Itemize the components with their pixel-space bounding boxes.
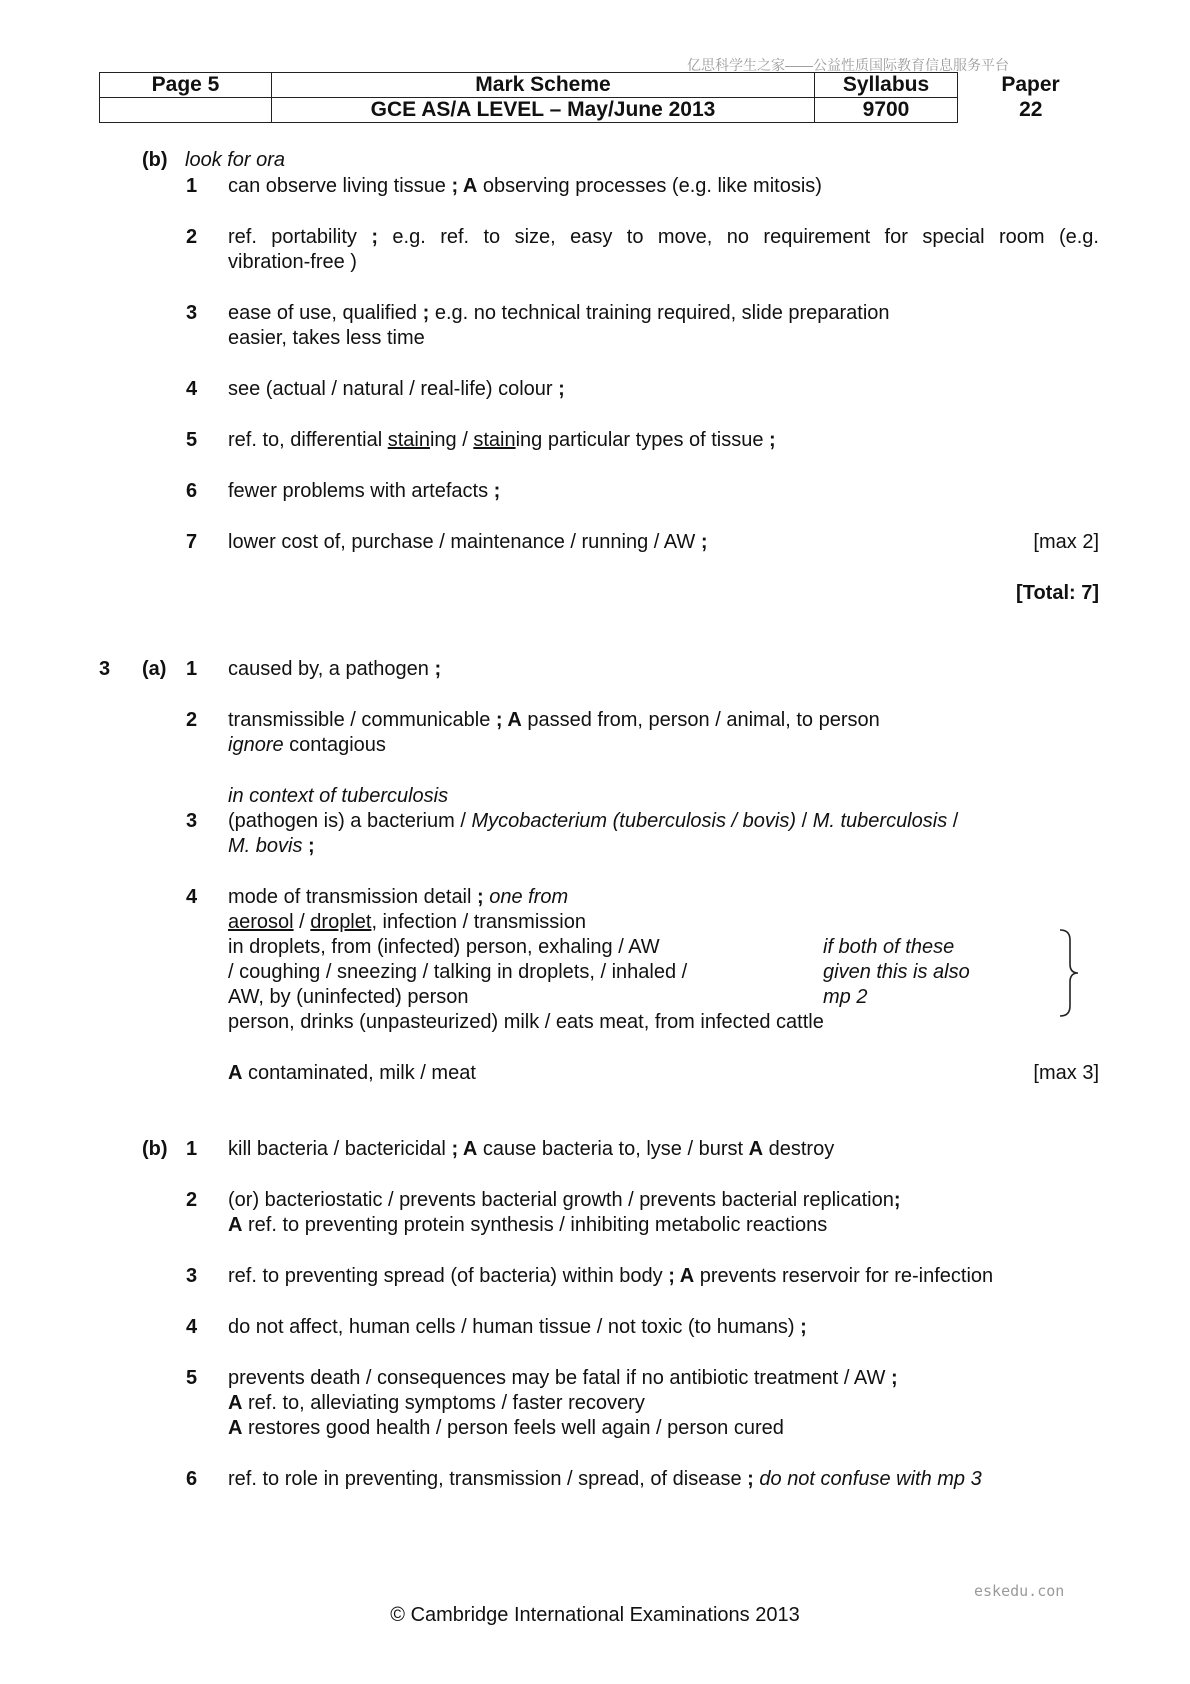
underlined-term: stain [387,429,430,451]
mark-point-continuation [0,985,1190,1010]
mark-point-continuation [0,834,1190,859]
mark-point [0,809,1190,834]
max-marks: [max 3] [1033,1062,1099,1084]
curly-brace-icon [1058,928,1082,1018]
part-label: (b) [142,149,168,171]
side-note: mp 2 [823,986,868,1008]
point-number: 3 [186,1265,198,1287]
point-number: 1 [186,658,198,680]
point-text-justified [228,225,1099,250]
accept-marker: A [228,1417,243,1439]
mark-point-continuation [0,1416,1190,1441]
point-text: / [947,810,959,832]
point-text: person, drinks (unpasteurized) milk / eats meat, from infected cattle [228,1011,824,1033]
header-title: Mark Scheme [272,73,815,98]
total-marks: [Total: 7] [1016,582,1099,604]
accept-marker: A [228,1062,243,1084]
italic-note: one from [483,886,569,908]
header-paper-label: Paper [1001,73,1060,96]
mark-point [0,225,1190,250]
point-text: AW, by (uninfected) person [228,986,469,1008]
point-text: ref. portability [228,226,372,248]
header-table [99,72,1104,123]
side-note: given this is also [823,961,970,983]
point-text: ref. to preventing protein synthesis / inhibiting metabolic reactions [242,1214,828,1236]
point-number: 4 [186,1316,198,1338]
underlined-term: aerosol [228,911,294,933]
footer-copyright: © Cambridge International Examinations 2013 [390,1604,800,1626]
mark-point [0,301,1190,326]
point-number: 2 [186,709,198,731]
context-note-row [0,784,1190,809]
mark-point [0,1188,1190,1213]
point-text: fewer problems with artefacts [228,480,494,502]
point-text: transmissible / communicable [228,709,496,731]
point-separator: ; [769,429,776,451]
point-text: easier, takes less time [228,327,425,349]
point-separator: ; [371,226,378,248]
point-text: kill bacteria / bactericidal [228,1138,452,1160]
point-separator: ; A [451,175,478,197]
point-separator: ; [747,1468,754,1490]
point-separator: ; [700,531,708,553]
underlined-term: stain [473,429,516,451]
mark-point [0,1366,1190,1391]
point-text: / [293,911,311,933]
point-text: ref. to role in preventing, transmission / spread, of disease [228,1468,748,1490]
part-label: (b) [142,1138,168,1160]
max-marks: [max 2] [1033,531,1099,553]
point-text: mode of transmission detail [228,886,478,908]
mark-point-continuation [0,733,1190,758]
point-number: 6 [186,480,198,502]
species-name: M. tuberculosis [812,810,948,832]
point-separator: ; [893,1189,901,1211]
header-exam: GCE AS/A LEVEL – May/June 2013 [272,98,815,123]
header-syllabus-label: Syllabus [815,73,958,98]
mark-point [0,657,1190,682]
point-text: ref. to, alleviating symptoms / faster recovery [242,1392,645,1414]
point-number: 4 [186,886,198,908]
point-text: e.g. no technical training required, slide preparation [429,302,890,324]
question-number: 3 [99,658,111,680]
mark-point [0,1137,1190,1162]
mark-point [0,1264,1190,1289]
point-separator: ; A [668,1265,695,1287]
point-text: contaminated, milk / meat [242,1062,476,1084]
point-number: 6 [186,1468,198,1490]
mark-point [0,479,1190,504]
mark-point [0,428,1190,453]
point-text: observing processes (e.g. like mitosis) [477,175,822,197]
point-separator: ; A [451,1138,478,1160]
point-text: ref. to preventing spread (of bacteria) within body [228,1265,669,1287]
point-text: can observe living tissue [228,175,452,197]
total-row [0,581,1190,606]
point-text: , infection / transmission [371,911,586,933]
point-separator: ; A [495,709,522,731]
point-number: 1 [186,175,198,197]
mark-point [0,174,1190,199]
part-label: (a) [142,658,167,680]
accept-marker: A [748,1138,764,1160]
point-text: ing / [429,429,474,451]
point-number: 4 [186,378,198,400]
point-text: see (actual / natural / real-life) colour [228,378,559,400]
mark-point-continuation [0,1213,1190,1238]
accept-marker: A [228,1214,243,1236]
species-name: M. bovis [228,835,303,857]
italic-note: ignore [228,734,284,756]
mark-point-continuation [0,935,1190,960]
point-text: prevents reservoir for re-infection [694,1265,994,1287]
watermark-top: 亿思科学生之家——公益性质国际教育信息服务平台 [687,57,1009,73]
context-note: in context of tuberculosis [228,785,449,807]
mark-point [0,530,1190,555]
point-text: in droplets, from (infected) person, exhaling / AW [228,936,660,958]
header-empty-cell [100,98,272,123]
point-number: 1 [186,1138,198,1160]
italic-note: do not confuse with mp 3 [753,1468,982,1490]
point-text: contagious [283,734,386,756]
underlined-term: droplet [310,911,372,933]
mark-point [0,708,1190,733]
point-number: 5 [186,1367,198,1389]
point-number: 3 [186,302,198,324]
point-text: / coughing / sneezing / talking in droplets, / inhaled / [228,961,688,983]
q2b-intro-row [0,148,1190,173]
intro-text: look for ora [185,149,286,171]
point-text: ing particular types of tissue [515,429,770,451]
point-separator: ; [434,658,442,680]
point-text: lower cost of, purchase / maintenance / running / AW [228,531,701,553]
point-text: passed from, person / animal, to person [521,709,880,731]
header-page: Page 5 [100,73,272,98]
watermark-bottom: eskedu.con [974,1582,1065,1600]
mark-point-continuation [0,960,1190,985]
mark-point-continuation [0,1391,1190,1416]
point-text: restores good health / person feels well again / person cured [242,1417,784,1439]
point-separator: ; [800,1316,807,1338]
point-text: e.g. ref. to size, easy to move, no requirement for special room (e.g. [378,226,1099,248]
point-text: (or) bacteriostatic / prevents bacterial growth / prevents bacterial replication [228,1189,894,1211]
point-separator: ; [558,378,565,400]
point-text: destroy [763,1138,835,1160]
species-name: Mycobacterium (tuberculosis / bovis) [471,810,797,832]
mark-point-continuation [0,1010,1190,1035]
point-text: / [796,810,813,832]
point-number: 2 [186,226,198,248]
mark-point-continuation [0,910,1190,935]
mark-point [0,1467,1190,1492]
accept-marker: A [228,1392,243,1414]
mark-point [0,1315,1190,1340]
mark-point [0,377,1190,402]
point-text: ref. to, differential [228,429,388,451]
point-separator: ; [477,886,484,908]
point-text: prevents death / consequences may be fatal if no antibiotic treatment / AW [228,1367,891,1389]
side-note: if both of these [823,936,955,958]
point-number: 3 [186,810,198,832]
point-separator: ; [493,480,501,502]
point-separator: ; [302,835,315,857]
mark-point-continuation [0,326,1190,351]
mark-point [0,885,1190,910]
point-text: vibration-free ) [228,251,357,273]
header-syllabus: 9700 [815,98,958,123]
point-number: 2 [186,1189,198,1211]
mark-point-continuation [0,250,1190,275]
point-text: (pathogen is) a bacterium / [228,810,472,832]
header-paper: 22 [1019,98,1043,121]
point-separator: ; [422,302,430,324]
point-text: ease of use, qualified [228,302,423,324]
accept-row [0,1061,1190,1086]
point-text: caused by, a pathogen [228,658,435,680]
point-text: cause bacteria to, lyse / burst [477,1138,749,1160]
point-number: 7 [186,531,198,553]
point-text: do not affect, human cells / human tissue / not toxic (to humans) [228,1316,801,1338]
point-separator: ; [890,1367,898,1389]
point-number: 5 [186,429,198,451]
